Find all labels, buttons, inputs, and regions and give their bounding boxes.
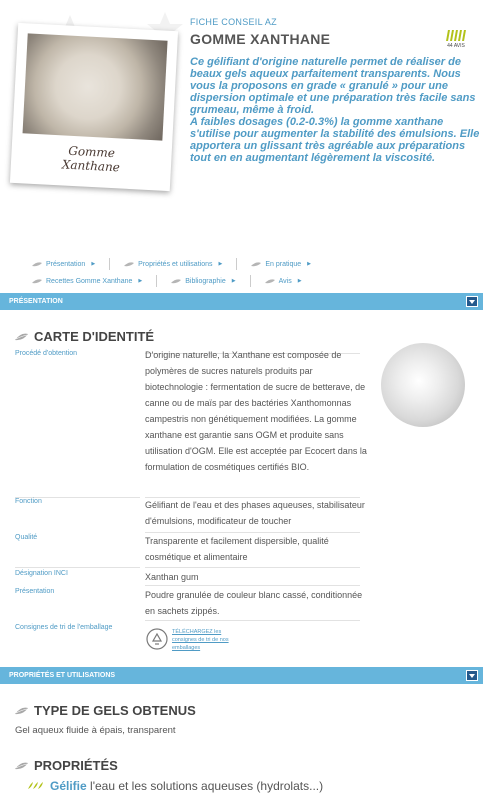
nav-divider xyxy=(250,275,251,287)
row-divider xyxy=(145,585,360,586)
nav-link-bibliographie[interactable]: Bibliographie ▶ xyxy=(171,278,235,285)
page-kicker: FICHE CONSEIL AZ xyxy=(190,17,277,27)
arrow-right-icon: ▶ xyxy=(138,278,143,284)
identity-label-fonction: Fonction xyxy=(15,498,42,505)
leaf-icon xyxy=(124,262,134,267)
nav-link-recettes[interactable]: Recettes Gomme Xanthane ▶ xyxy=(32,278,142,285)
identity-value-obtention: D'origine naturelle, la Xanthane est composée de polymères de sucres naturels produits par biotechnologie : fermentation de sucre de betterave, de canne ou de maïs par des bactéries Xanthomonnas campestris non génétiquement modifiées. La gomme xanthane est garantie sans OGM et produite sans utilisation d'OGM. Elle est acceptée par Ecocert dans la formulation de cosmétiques certifiés BIO. xyxy=(145,350,367,472)
leaf-icon xyxy=(171,279,181,284)
arrow-right-icon: ▶ xyxy=(297,278,302,284)
identity-label-tri: Consignes de tri de l'emballage xyxy=(15,624,113,631)
intro-paragraph-2: A faibles dosages (0.2-0.3%) la gomme xanthane s'utilise pour augmenter la stabilité des émulsions. Elle apportera un glissant très agréable aux préparations tout en en augmentant légèrement la viscosité. xyxy=(190,116,480,164)
gels-description: Gel aqueux fluide à épais, transparent xyxy=(15,725,176,736)
intro-paragraph-1: Ce gélifiant d'origine naturelle permet de réaliser de beaux gels aqueux parfaitement transparents. Nous vous la proposons en grade « granulé » pour une dispersion optimale et une préparation très facile sans grumeau, même à froid. xyxy=(190,56,476,116)
reviews-count: 44 AVIS xyxy=(447,43,465,49)
row-divider xyxy=(15,567,140,568)
anchor-nav-row-2 xyxy=(32,275,302,287)
nav-link-presentation[interactable]: Présentation ▶ xyxy=(32,261,95,268)
leaf-icon xyxy=(32,262,42,267)
xanthan-powder-image xyxy=(23,33,168,140)
proprietes-heading: PROPRIÉTÉS xyxy=(15,758,118,773)
property-item: Gélifie l'eau et les solutions aqueuses (hydrolats...) xyxy=(28,779,323,793)
dropdown-toggle-icon[interactable] xyxy=(466,296,478,307)
anchor-nav-row-1 xyxy=(32,258,311,270)
identity-value-fonction: Gélifiant de l'eau et des phases aqueuses, stabilisateur d'émulsions, modificateur de toucher xyxy=(145,500,365,526)
identity-label-inci: Désignation INCI xyxy=(15,570,68,577)
section-bar-proprietes[interactable]: PROPRIÉTÉS ET UTILISATIONS xyxy=(0,667,483,684)
leaf-icon xyxy=(15,762,28,770)
nav-divider xyxy=(109,258,110,270)
arrow-right-icon: ▶ xyxy=(307,261,312,267)
leaf-icon xyxy=(265,279,275,284)
leaf-icon xyxy=(28,782,44,790)
identity-label-qualite: Qualité xyxy=(15,534,38,541)
nav-divider xyxy=(156,275,157,287)
product-photo xyxy=(10,23,178,191)
recycle-icon[interactable] xyxy=(146,628,168,650)
row-divider xyxy=(145,567,360,568)
nav-link-proprietes[interactable]: Propriétés et utilisations ▶ xyxy=(124,261,222,268)
nav-link-en-pratique[interactable]: En pratique ▶ xyxy=(251,261,311,268)
photo-caption: Gomme Xanthane xyxy=(61,143,121,175)
arrow-right-icon: ▶ xyxy=(218,261,223,267)
nav-link-avis[interactable]: Avis ▶ xyxy=(265,278,302,285)
arrow-right-icon: ▶ xyxy=(91,261,96,267)
intro-text xyxy=(190,56,480,164)
dropdown-toggle-icon[interactable] xyxy=(466,670,478,681)
identity-value-presentation: Poudre granulée de couleur blanc cassé, conditionnée en sachets zippés. xyxy=(145,590,363,616)
section-bar-presentation[interactable]: PRÉSENTATION xyxy=(0,293,483,310)
row-divider xyxy=(145,620,360,621)
reviews-icon xyxy=(443,27,469,41)
leaf-icon xyxy=(251,262,261,267)
identity-label-presentation: Présentation xyxy=(15,588,55,595)
leaf-icon xyxy=(15,333,28,341)
page-title: GOMME XANTHANE xyxy=(190,31,331,47)
powder-sample-image xyxy=(381,343,465,427)
reviews-badge[interactable] xyxy=(443,27,469,49)
leaf-icon xyxy=(32,279,42,284)
identity-value-qualite: Transparente et facilement dispersible, qualité cosmétique et alimentaire xyxy=(145,536,329,562)
arrow-right-icon: ▶ xyxy=(231,278,236,284)
gels-heading: TYPE DE GELS OBTENUS xyxy=(15,703,196,718)
identity-heading: CARTE D'IDENTITÉ xyxy=(15,329,154,344)
identity-label-obtention: Procédé d'obtention xyxy=(15,350,78,357)
identity-value-inci: Xanthan gum xyxy=(145,572,199,582)
sorting-instructions-link[interactable]: TÉLÉCHARGEZ les consignes de tri de nos emballages xyxy=(172,629,229,651)
leaf-icon xyxy=(15,707,28,715)
nav-divider xyxy=(236,258,237,270)
